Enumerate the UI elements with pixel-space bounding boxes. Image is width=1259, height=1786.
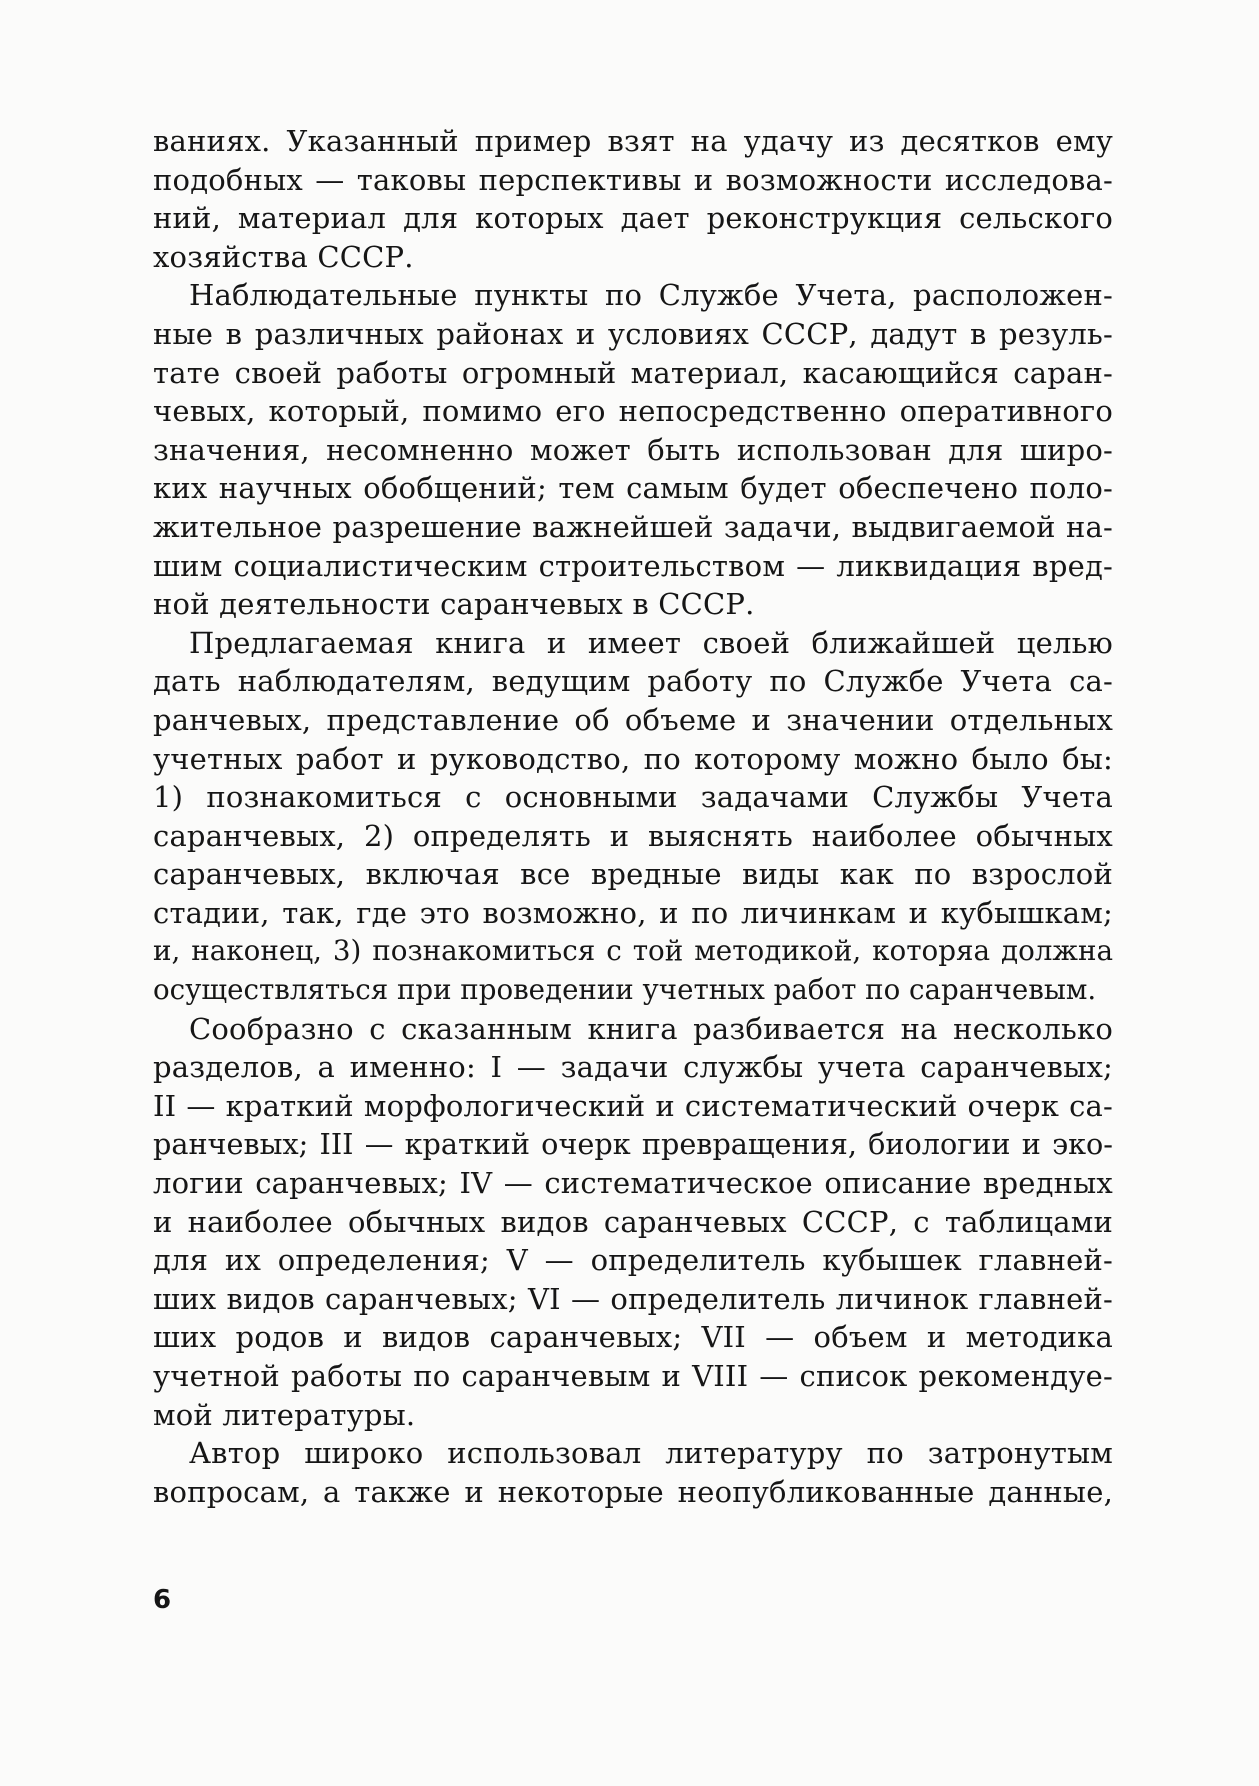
text-line: ные в различных районах и условиях СССР, дадут в резуль- xyxy=(153,316,1113,351)
paragraph xyxy=(153,1434,1113,1511)
text-line: саранчевых, включая все вредные виды как по взрослой xyxy=(153,857,1113,892)
page-number: 6 xyxy=(153,1585,172,1615)
text-line: ранчевых; III — краткий очерк превращения, биологии и эко- xyxy=(153,1127,1113,1162)
body-text xyxy=(153,122,1113,1511)
text-line: хозяйства СССР. xyxy=(153,239,414,274)
text-line: для их определения; V — определитель кубышек главней- xyxy=(153,1243,1113,1278)
text-line: ших видов саранчевых; VI — определитель личинок главней- xyxy=(153,1281,1113,1316)
text-line: 1) познакомиться с основными задачами Службы Учета xyxy=(153,780,1113,815)
text-line: Автор широко использовал литературу по затронутым xyxy=(189,1436,1113,1471)
text-line: учетной работы по саранчевым и VIII — список рекомендуе- xyxy=(153,1359,1113,1393)
text-line: жительное разрешение важнейшей задачи, выдвигаемой на- xyxy=(153,509,1113,544)
paragraph xyxy=(153,122,1113,276)
paragraph xyxy=(153,1010,1113,1435)
text-line: и наиболее обычных видов саранчевых СССР, с таблицами xyxy=(153,1204,1113,1239)
text-line: тате своей работы огромный материал, касающийся саран- xyxy=(153,355,1113,390)
paragraph xyxy=(153,276,1113,623)
text-line: чевых, который, помимо его непосредственно оперативного xyxy=(153,394,1113,429)
text-line: ваниях. Указанный пример взят на удачу из десятков ему xyxy=(153,124,1113,158)
text-line: ранчевых, представление об объеме и значении отдельных xyxy=(153,702,1113,737)
text-line: мой литературы. xyxy=(153,1397,416,1432)
text-line: стадии, так, где это возможно, и по личинкам и кубышкам; xyxy=(153,895,1113,930)
paragraph xyxy=(153,624,1113,1010)
text-line: ний, материал для которых дает реконструкция сельского xyxy=(153,201,1113,236)
text-line: и, наконец, 3) познакомиться с той методикой, которяа должна xyxy=(153,934,1113,968)
text-line: Сообразно с сказанным книга разбивается на несколько xyxy=(189,1011,1113,1046)
text-line: дать наблюдателям, ведущим работу по Службе Учета са- xyxy=(153,664,1113,699)
text-line: подобных — таковы перспективы и возможности исследова- xyxy=(153,162,1113,197)
text-line: значения, несомненно может быть использован для широ- xyxy=(153,432,1113,467)
text-line: саранчевых, 2) определять и выяснять наиболее обычных xyxy=(153,818,1113,853)
text-line: Предлагаемая книга и имеет своей ближайшей целью xyxy=(189,625,1113,660)
text-line: осуществляться при проведении учетных работ по саранчевым. xyxy=(153,973,1097,1007)
text-line: Наблюдательные пункты по Службе Учета, расположен- xyxy=(189,278,1113,313)
text-line: шим социалистическим строительством — ликвидация вред- xyxy=(153,548,1113,583)
text-line: логии саранчевых; IV — систематическое описание вредных xyxy=(153,1166,1113,1201)
text-line: учетных работ и руководство, по которому можно было бы: xyxy=(153,741,1113,776)
text-line: II — краткий морфологический и систематический очерк са- xyxy=(153,1088,1113,1123)
text-line: разделов, а именно: I — задачи службы учета саранчевых; xyxy=(153,1050,1113,1085)
text-line: ких научных обобщений; тем самым будет обеспечено поло- xyxy=(153,471,1113,506)
text-line: ших родов и видов саранчевых; VII — объем и методика xyxy=(153,1320,1113,1355)
text-line: ной деятельности саранчевых в СССР. xyxy=(153,587,755,622)
text-line: вопросам, а также и некоторые неопубликованные данные, xyxy=(153,1474,1113,1509)
